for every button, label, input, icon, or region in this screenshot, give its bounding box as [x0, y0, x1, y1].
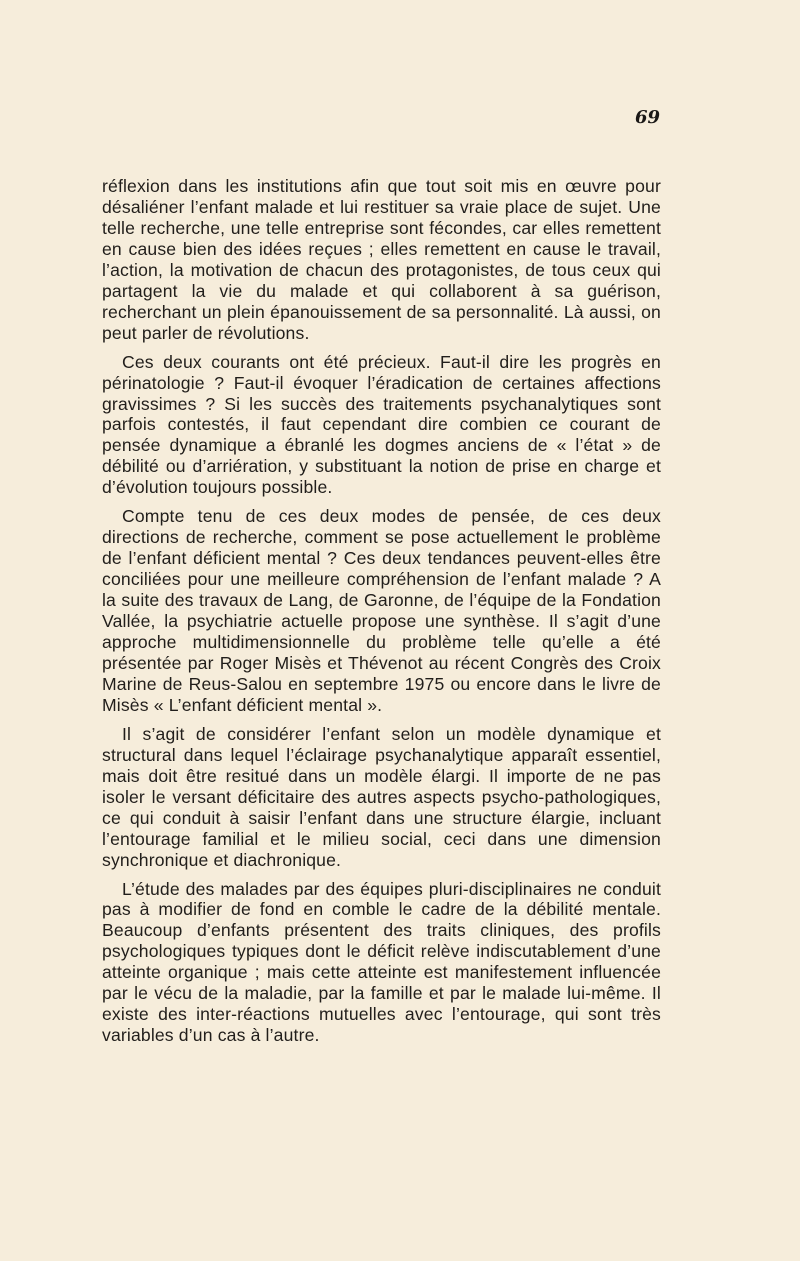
paragraph-3: Compte tenu de ces deux modes de pensée, de ces deux directions de recherche, comment se pose actuellement le problème de l’enfant déficient mental ? Ces deux tendances peuvent-elles être conciliées pour une meilleure compréhension de l’enfant malade ? A la suite des travaux de Lang, de Garonne, de l’équipe de la Fondation Vallée, la psychiatrie actuelle propose une synthèse. Il s’agit d’une approche multidimensionnelle du problème telle qu’elle a été présentée par Roger Misès et Thévenot au récent Congrès des Croix Marine de Reus-Salou en septembre 1975 ou encore dans le livre de Misès « L’enfant déficient mental ».	[102, 506, 661, 715]
paragraph-5: L’étude des malades par des équipes pluri-disciplinaires ne conduit pas à modifier de fond en comble le cadre de la débilité mentale. Beaucoup d’enfants présentent des traits cliniques, des profils psychologiques typiques dont le déficit relève indiscutablement d’une atteinte organique ; mais cette atteinte est manifestement influencée par le vécu de la maladie, par la famille et par le malade lui-même. Il existe des inter-réactions mutuelles avec l’entourage, qui sont très variables d’un cas à l’autre.	[102, 878, 661, 1046]
paragraph-4: Il s’agit de considérer l’enfant selon un modèle dynamique et structural dans lequel l’éclairage psychanalytique apparaît essentiel, mais doit être resitué dans un modèle élargi. Il importe de ne pas isoler le versant déficitaire des autres aspects psycho-pathologiques, ce qui conduit à saisir l’enfant dans une structure élargie, incluant l’entourage familial et le milieu social, ceci dans une dimension synchronique et diachronique.	[102, 723, 661, 870]
paragraph-1: réflexion dans les institutions afin que tout soit mis en œuvre pour désaliéner l’enfant malade et lui restituer sa vraie place de sujet. Une telle recherche, une telle entreprise sont fécondes, car elles remettent en cause bien des idées reçues ; elles remettent en cause le travail, l’action, la motivation de chacun des protagonistes, de tous ceux qui partagent la vie du malade et qui collaborent à sa guérison, recherchant un plein épanouissement de sa personnalité. Là aussi, on peut parler de révolutions.	[102, 176, 661, 343]
body-text	[102, 176, 661, 1054]
page-number: 69	[634, 107, 660, 128]
paragraph-2: Ces deux courants ont été précieux. Faut-il dire les progrès en périnatologie ? Faut-il évoquer l’éradication de certaines affections gravissimes ? Si les succès des traitements psychanalytiques sont parfois contestés, il faut cependant dire combien ce courant de pensée dynamique a ébranlé les dogmes anciens de « l’état » de débilité ou d’arriération, y substituant la notion de prise en charge et d’évolution toujours possible.	[102, 351, 661, 498]
